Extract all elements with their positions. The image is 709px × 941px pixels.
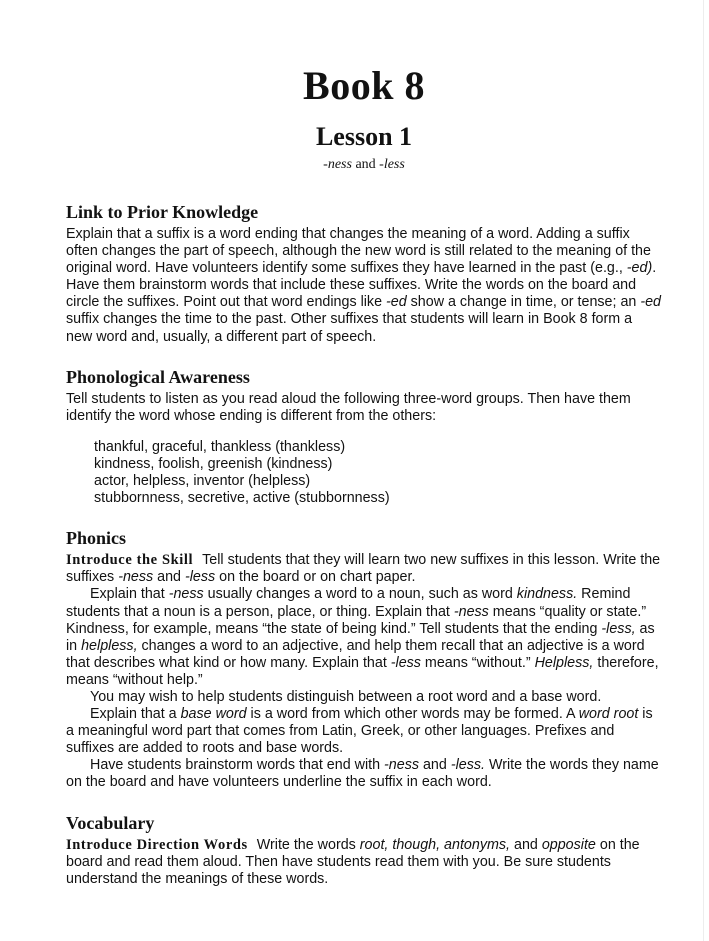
text-run: and [153,569,185,586]
italic-run: -ness [168,586,204,603]
word-group-list [66,425,662,507]
section-heading-phonics: Phonics [66,528,127,549]
list-item: stubbornness, secretive, active (stubbornness) [94,490,390,507]
list-item: actor, helpless, inventor (helpless) [94,473,311,490]
italic-run: Helpless, [534,654,594,671]
text-run: and [510,836,542,853]
paragraph-phonics-root-vs-base: You may wish to help students distinguish between a root word and a base word. [90,688,602,705]
italic-run: -less [184,569,216,586]
paragraph-phonics-ness-less-meaning [66,586,662,689]
text-run: as in [66,620,655,654]
italic-run: -ness [453,603,489,620]
text-run: Tell students that they will learn two new suffixes in this lesson. Write the suffixes [66,552,661,586]
text-run: Write the words they name on the board and have volunteers underline the suffix in each word. [66,757,659,791]
text-run: Explain that a [90,706,181,723]
italic-run: -ness [118,569,154,586]
italic-run: base word [180,706,247,723]
section-heading-link-to-prior-knowledge: Link to Prior Knowledge [66,202,259,222]
italic-run: kindness. [516,586,578,603]
text-run: Explain that a suffix is a word ending that changes the meaning of a word. Adding a suffix often changes the part of speech, although the new word is still related to the meaning of the original word. Have volunteers identify some suffixes they have learned in the past (e.g., [66,226,651,277]
text-run: usually changes a word to a noun, such as word [203,586,517,603]
lesson-subtitle-prefix: -ness [323,157,352,172]
lesson-subtitle [66,152,662,173]
text-run: suffix changes the time to the past. Other suffixes that students will learn in Book 8 form a new word and, usually, a different part of speech. [66,311,633,345]
text-run: means “without.” [420,654,535,671]
italic-run: -less [390,654,421,671]
italic-run: -less. [450,757,485,774]
paragraph-phonological-awareness: Tell students to listen as you read aloud the following three-word groups. Then have them identify the word whose ending is different from the others: [66,390,631,424]
page-scan-edge [703,0,704,941]
text-run: show a change in time, or tense; an [406,294,641,311]
text-run: . Have them brainstorm words that include these suffixes. Write the words on the board and circle the suffixes. Point out that word endings like [66,260,657,311]
text-run: on the board or on chart paper. [215,569,416,586]
italic-run: -ed [386,294,407,311]
text-run: therefore, means “without help.” [66,654,659,688]
paragraph-phonics-brainstorm [66,757,662,791]
italic-run: -ness [384,757,419,774]
text-run: on the board and read them aloud. Then have students read them with you. Be sure students understand the meanings of these words. [66,836,640,887]
text-run: Remind students that a noun is a person, place, or thing. Explain that [66,586,631,620]
section-heading-vocabulary: Vocabulary [66,812,155,833]
list-item: thankful, graceful, thankless (thankless) [94,438,346,455]
italic-run: -less, [601,620,636,637]
italic-run: root, though, antonyms, [359,836,511,853]
paragraph-link-to-prior-knowledge [66,223,662,346]
paragraph-phonics-introduce-the-skill [66,549,662,586]
text-run: changes a word to an adjective, and help them recall that an adjective is a word that describes what kind or how many. Explain that [66,637,645,671]
italic-run: helpless, [81,637,138,654]
section-heading-phonological-awareness: Phonological Awareness [66,366,250,387]
runin-head-introduce-direction-words: Introduce Direction Words [66,836,248,853]
italic-run: -ed) [626,260,653,277]
text-run: and [419,757,451,774]
paragraph-phonics-base-word-definition [66,706,662,757]
lesson-subtitle-conjunction: and [351,157,380,172]
book-title: Book 8 [303,63,425,108]
page-content [66,0,662,888]
italic-run: word root [578,706,639,723]
paragraph-vocabulary-introduce-direction-words [66,834,662,888]
list-item: kindness, foolish, greenish (kindness) [94,455,333,472]
text-run: means “quality or state.” Kindness, for example, means “the state of being kind.” Tell students that the ending [66,603,647,637]
text-run: Have students brainstorm words that end with [90,757,385,774]
italic-run: -ed [640,294,661,311]
italic-run: opposite [541,836,596,853]
runin-head-introduce-the-skill: Introduce the Skill [66,552,194,569]
text-run: Write the words [256,836,360,853]
lesson-subtitle-suffix: -less [379,157,405,172]
text-run: is a word from which other words may be formed. A [246,706,579,723]
text-run: is a meaningful word part that comes from Latin, Greek, or other languages. Prefixes and suffixes are added to roots and base words. [66,706,653,757]
text-run: Explain that [90,586,169,603]
lesson-title: Lesson 1 [315,122,413,151]
